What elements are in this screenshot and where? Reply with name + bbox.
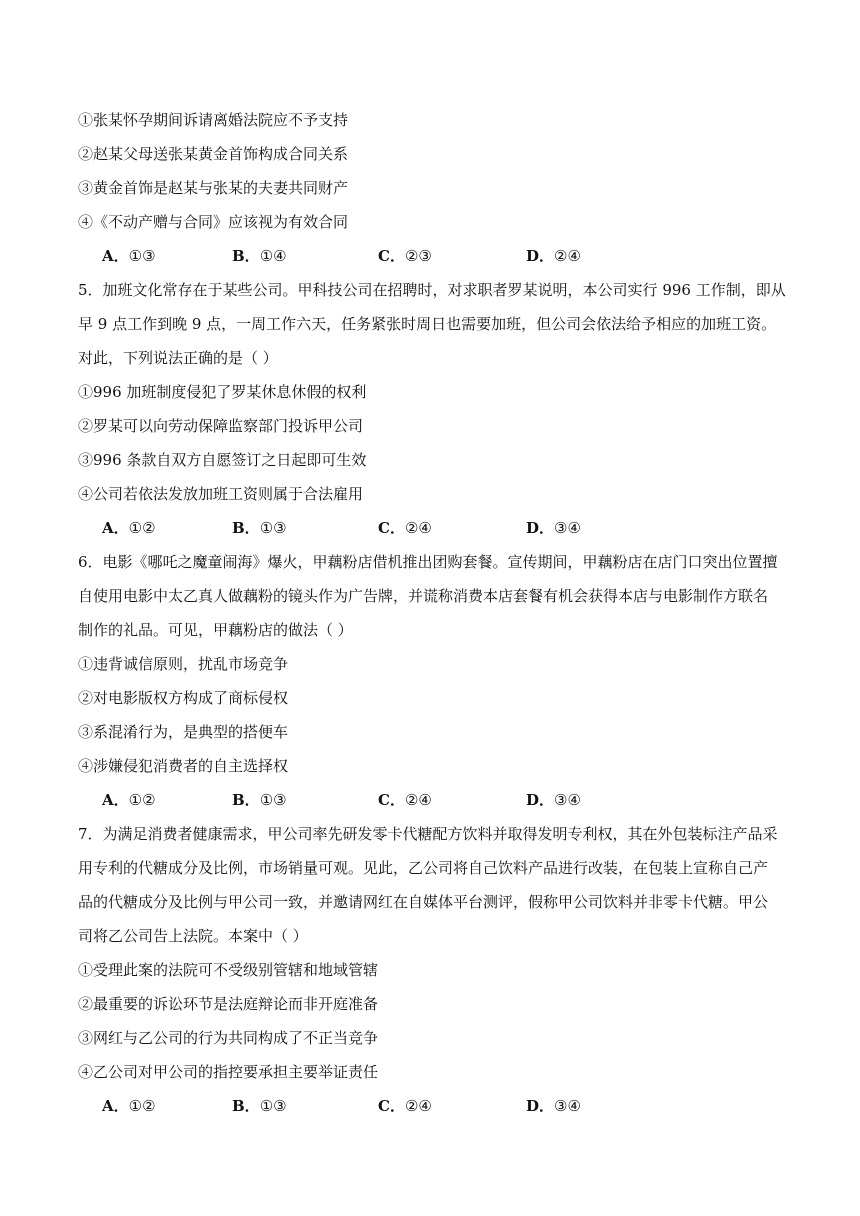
q6-option-a: A．①②	[102, 791, 156, 809]
q4-statement-3: ③黄金首饰是赵某与张某的夫妻共同财产	[78, 179, 349, 197]
q5-statement-4: ④公司若依法发放加班工资则属于合法雇用	[78, 485, 364, 503]
q5-statement-2: ②罗某可以向劳动保障监察部门投诉甲公司	[78, 417, 364, 435]
q5-option-a: A．①②	[102, 519, 156, 537]
q7-stem-line-1: 7．为满足消费者健康需求，甲公司率先研发零卡代糖配方饮料并取得发明专利权，其在外包装标注产品采	[78, 825, 778, 843]
q5-stem-line-3: 对此，下列说法正确的是（ ）	[78, 349, 278, 367]
q4-statement-4: ④《不动产赠与合同》应该视为有效合同	[78, 213, 349, 231]
q5-statement-3: ③996 条款自双方自愿签订之日起即可生效	[78, 451, 367, 469]
q6-stem-line-3: 制作的礼品。可见，甲藕粉店的做法（ ）	[78, 621, 353, 639]
q4-statement-1: ①张某怀孕期间诉请离婚法院应不予支持	[78, 111, 349, 129]
q6-option-d: D．③④	[526, 791, 581, 809]
q7-stem-line-2: 用专利的代糖成分及比例，市场销量可观。见此，乙公司将自己饮料产品进行改装，在包装上宣称自己产	[78, 859, 769, 877]
q6-statement-2: ②对电影版权方构成了商标侵权	[78, 689, 289, 707]
q6-statement-4: ④涉嫌侵犯消费者的自主选择权	[78, 757, 289, 775]
q4-option-c: C．②③	[378, 247, 432, 265]
q4-option-b: B．①④	[232, 247, 287, 265]
q7-statement-1: ①受理此案的法院可不受级别管辖和地域管辖	[78, 961, 379, 979]
q6-stem-line-1: 6．电影《哪吒之魔童闹海》爆火，甲藕粉店借机推出团购套餐。宣传期间，甲藕粉店在店门口突出位置擅	[78, 553, 778, 571]
q5-option-b: B．①③	[232, 519, 287, 537]
q5-option-c: C．②④	[378, 519, 432, 537]
q6-option-c: C．②④	[378, 791, 432, 809]
q7-option-a: A．①②	[102, 1097, 156, 1115]
q7-stem-line-3: 品的代糖成分及比例与甲公司一致，并邀请网红在自媒体平台测评，假称甲公司饮料并非零卡代糖。甲公	[78, 893, 769, 911]
q7-statement-4: ④乙公司对甲公司的指控要承担主要举证责任	[78, 1063, 379, 1081]
q6-statement-1: ①违背诚信原则，扰乱市场竞争	[78, 655, 289, 673]
q5-option-d: D．③④	[526, 519, 581, 537]
q5-stem-line-1: 5．加班文化常存在于某些公司。甲科技公司在招聘时，对求职者罗某说明，本公司实行 996 工作制，即从	[78, 281, 786, 299]
q6-stem-line-2: 自使用电影中太乙真人做藕粉的镜头作为广告牌，并谎称消费本店套餐有机会获得本店与电影制作方联名	[78, 587, 769, 605]
q7-option-c: C．②④	[378, 1097, 432, 1115]
q7-stem-line-4: 司将乙公司告上法院。本案中（ ）	[78, 927, 308, 945]
q7-statement-2: ②最重要的诉讼环节是法庭辩论而非开庭准备	[78, 995, 379, 1013]
q5-statement-1: ①996 加班制度侵犯了罗某休息休假的权利	[78, 383, 367, 401]
q7-option-b: B．①③	[232, 1097, 287, 1115]
q6-statement-3: ③系混淆行为，是典型的搭便车	[78, 723, 289, 741]
q4-option-a: A．①③	[102, 247, 156, 265]
q4-statement-2: ②赵某父母送张某黄金首饰构成合同关系	[78, 145, 349, 163]
q4-option-d: D．②④	[526, 247, 581, 265]
q5-stem-line-2: 早 9 点工作到晚 9 点，一周工作六天，任务紧张时周日也需要加班，但公司会依法给予相应的加班工资。	[78, 315, 777, 333]
q7-option-d: D．③④	[526, 1097, 581, 1115]
q7-statement-3: ③网红与乙公司的行为共同构成了不正当竞争	[78, 1029, 379, 1047]
q6-option-b: B．①③	[232, 791, 287, 809]
